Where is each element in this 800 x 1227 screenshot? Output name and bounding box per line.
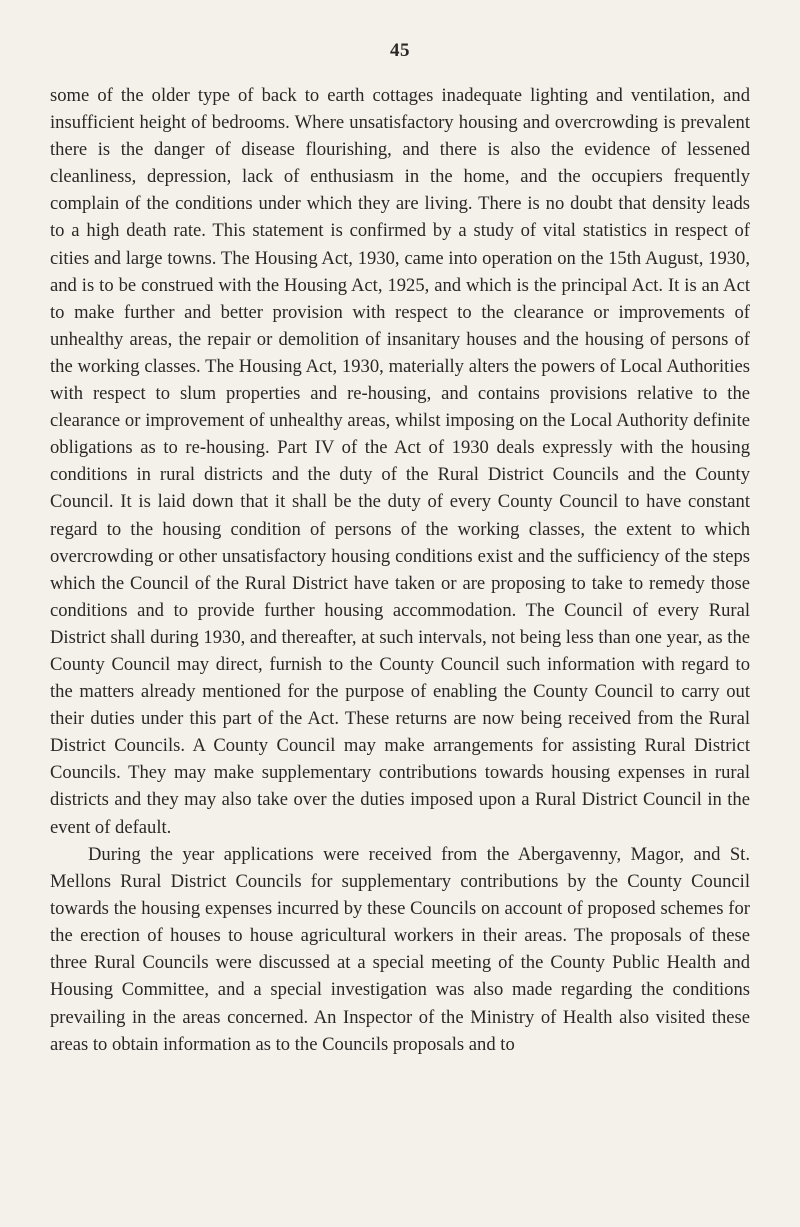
page-number: 45 [390,40,410,61]
body-paragraph: some of the older type of back to earth cottages inadequate lighting and ventilation, and insufficient height of bedrooms. Where unsatisfactory housing and overcrowding is prevalent there is the danger of disease flourishing, and there is also the evidence of lessened cleanliness, depression, lack of enthusiasm in the home, and the occupiers frequently complain of the conditions under which they are living. There is no doubt that density leads to a high death rate. This statement is confirmed by a study of vital statistics in respect of cities and large towns. The Housing Act, 1930, came into operation on the 15th August, 1930, and is to be construed with the Housing Act, 1925, and which is the principal Act. It is an Act to make further and better provision with respect to the clearance or improvements of unhealthy areas, the repair or demolition of insanitary houses and the housing of persons of the working classes. The Housing Act, 1930, materially alters the powers of Local Authorities with respect to slum properties and re-housing, and contains provisions relative to the clearance or improvement of unhealthy areas, whilst imposing on the Local Authority definite obligations as to re-housing. Part IV of the Act of 1930 deals expressly with the housing conditions in rural districts and the duty of the Rural District Councils and the County Council. It is laid down that it shall be the duty of every County Council to have constant regard to the housing condition of persons of the working classes, the extent to which overcrowding or other unsatisfactory housing conditions exist and the sufficiency of the steps which the Council of the Rural District have taken or are proposing to take to remedy those conditions and to provide further housing accommodation. The Council of every Rural District shall during 1930, and thereafter, at such intervals, not being less than one year, as the County Council may direct, furnish to the County Council such information with regard to the matters already mentioned for the purpose of enabling the County Council to carry out their duties under this part of the Act. These returns are now being received from the Rural District Councils. A County Council may make arrangements for assisting Rural District Councils. They may make supplementary contributions towards housing expenses in rural districts and they may also take over the duties imposed upon a Rural District Council in the event of default. [50,85,750,838]
document-page [50,0,750,1227]
body-paragraph: During the year applications were received from the Abergavenny, Magor, and St. Mellons Rural District Councils for supplementary contributions by the County Council towards the housing expenses incurred by these Councils on account of proposed schemes for the erection of houses to house agricultural workers in their areas. The proposals of these three Rural Councils were discussed at a special meeting of the County Public Health and Housing Committee, and a special investigation was also made regarding the conditions prevailing in the areas concerned. An Inspector of the Ministry of Health also visited these areas to obtain information as to the Councils proposals and to [50,844,750,1055]
